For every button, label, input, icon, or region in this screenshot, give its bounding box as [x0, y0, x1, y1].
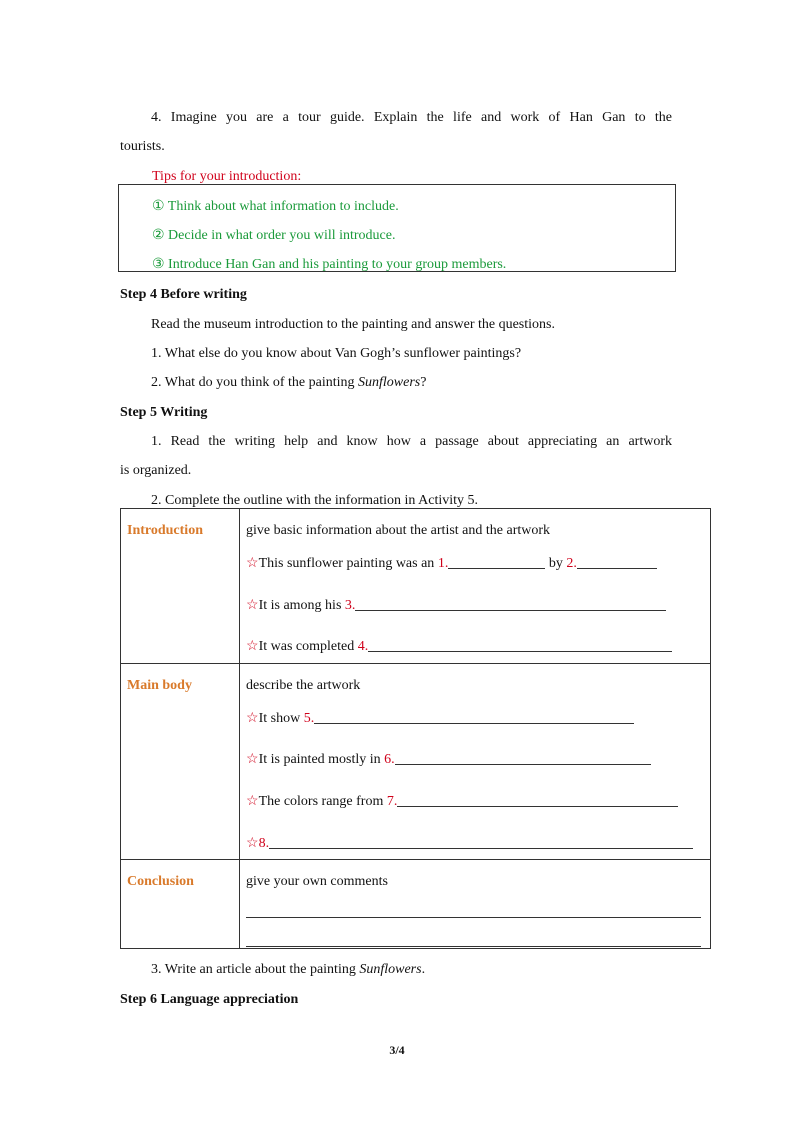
item3-painting-title: Sunflowers — [359, 962, 422, 977]
q2-painting-title: Sunflowers — [358, 375, 421, 390]
step5-item3: 3. Write an article about the painting Sunflowers. — [151, 962, 426, 977]
conclusion-desc: give your own comments — [246, 874, 388, 889]
introduction-line-2: ☆It is among his 3. — [246, 596, 666, 614]
star-icon: ☆ — [246, 794, 259, 809]
table-row — [121, 860, 711, 949]
main-body-line-3: ☆The colors range from 7. — [246, 792, 678, 810]
blank-7[interactable] — [397, 792, 678, 807]
star-icon: ☆ — [246, 711, 259, 726]
introduction-content-cell — [240, 509, 711, 664]
step5-item1-line1: 1. Read the writing help and know how a passage about appreciating an artwork — [151, 434, 672, 449]
step4-intro: Read the museum introduction to the painting and answer the questions. — [151, 317, 555, 332]
main-body-line-2: ☆It is painted mostly in 6. — [246, 750, 651, 768]
main-body-content-cell — [240, 664, 711, 860]
conclusion-answer-line-1[interactable] — [246, 917, 701, 918]
conclusion-label: Conclusion — [127, 874, 194, 889]
step6-heading: Step 6 Language appreciation — [120, 992, 299, 1007]
q2-prefix: 2. What do you think of the painting — [151, 375, 358, 390]
blank-1[interactable] — [448, 554, 545, 569]
task4-line2: tourists. — [120, 139, 165, 154]
star-icon: ☆ — [246, 598, 259, 613]
blank-8[interactable] — [269, 834, 693, 849]
outline-table — [120, 508, 711, 949]
main-body-label: Main body — [127, 678, 192, 693]
step5-item2: 2. Complete the outline with the information in Activity 5. — [151, 493, 479, 508]
star-icon: ☆ — [246, 556, 259, 571]
step4-question-1: 1. What else do you know about Van Gogh’s sunflower paintings? — [151, 346, 522, 361]
introduction-label-cell — [121, 509, 240, 664]
conclusion-content-cell — [240, 860, 711, 949]
tip-item-3: ③ Introduce Han Gan and his painting to your group members. — [152, 257, 507, 272]
step4-heading: Step 4 Before writing — [120, 287, 247, 302]
blank-3[interactable] — [355, 596, 666, 611]
main-body-label-cell — [121, 664, 240, 860]
table-row — [121, 664, 711, 860]
main-body-line-4: ☆8. — [246, 834, 693, 852]
main-body-line-1: ☆It show 5. — [246, 709, 634, 727]
blank-5[interactable] — [314, 709, 634, 724]
tip-item-2: ② Decide in what order you will introduce. — [152, 228, 396, 243]
step5-heading: Step 5 Writing — [120, 405, 208, 420]
star-icon: ☆ — [246, 639, 259, 654]
star-icon: ☆ — [246, 836, 259, 851]
page-number: 3/4 — [389, 1043, 405, 1057]
introduction-desc: give basic information about the artist and the artwork — [246, 523, 551, 538]
introduction-line-1: ☆This sunflower painting was an 1. by 2. — [246, 554, 657, 572]
introduction-line-3: ☆It was completed 4. — [246, 637, 672, 655]
step4-question-2 — [151, 375, 426, 391]
tips-heading: Tips for your introduction: — [152, 169, 302, 184]
introduction-label: Introduction — [127, 523, 203, 538]
star-icon: ☆ — [246, 752, 259, 767]
tip-item-1: ① Think about what information to include. — [152, 199, 399, 214]
blank-2[interactable] — [577, 554, 657, 569]
step5-item1-line2: is organized. — [120, 463, 192, 478]
blank-6[interactable] — [395, 750, 651, 765]
q2-suffix: ? — [420, 375, 427, 390]
table-row — [121, 509, 711, 664]
main-body-desc: describe the artwork — [246, 678, 361, 693]
conclusion-label-cell — [121, 860, 240, 949]
conclusion-answer-line-2[interactable] — [246, 946, 701, 947]
task4-line1: 4. Imagine you are a tour guide. Explain the life and work of Han Gan to the — [151, 110, 672, 125]
blank-4[interactable] — [368, 637, 672, 652]
